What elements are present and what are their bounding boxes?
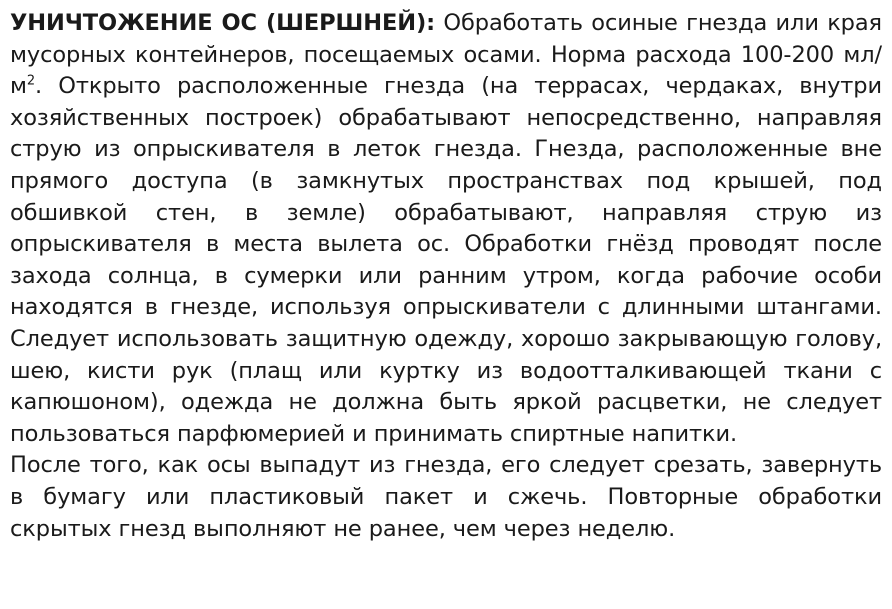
- superscript-2: 2: [26, 73, 36, 89]
- instruction-document: [10, 8, 882, 545]
- paragraph-2: После того, как осы выпадут из гнезда, его следует срезать, завернуть в бумагу или пластиковый пакет и сжечь. Повторные обработки скрытых гнезд выполняют не ранее, чем через неделю.: [10, 452, 882, 542]
- paragraph-1: [10, 8, 882, 450]
- paragraph-1-text-a: Обработать осиные гнезда или края мусорных контейнеров, посещаемых осами. Норма расхода 100-200 мл/м: [10, 10, 882, 100]
- paragraph-1-text-b: . Открыто расположенные гнезда (на террасах, чердаках, внутри хозяйственных построек) обрабатывают непосредственно, направляя струю из опрыскивателя в леток гнезда. Гнезда, расположенные вне прямого доступа (в замкнутых пространствах под крышей, под обшивкой стен, в земле) обрабатывают, направляя струю из опрыскивателя в места вылета ос. Обработки гнёзд проводят после захода солнца, в сумерки или ранним утром, когда рабочие особи находятся в гнезде, используя опрыскиватели с длинными штангами. Следует использовать защитную одежду, хорошо закрывающую голову, шею, кисти рук (плащ или куртку из водоотталкивающей ткани с капюшоном), одежда не должна быть яркой расцветки, не следует пользоваться парфюмерией и принимать спиртные напитки.: [10, 73, 882, 447]
- section-heading: УНИЧТОЖЕНИЕ ОС (ШЕРШНЕЙ):: [10, 10, 436, 36]
